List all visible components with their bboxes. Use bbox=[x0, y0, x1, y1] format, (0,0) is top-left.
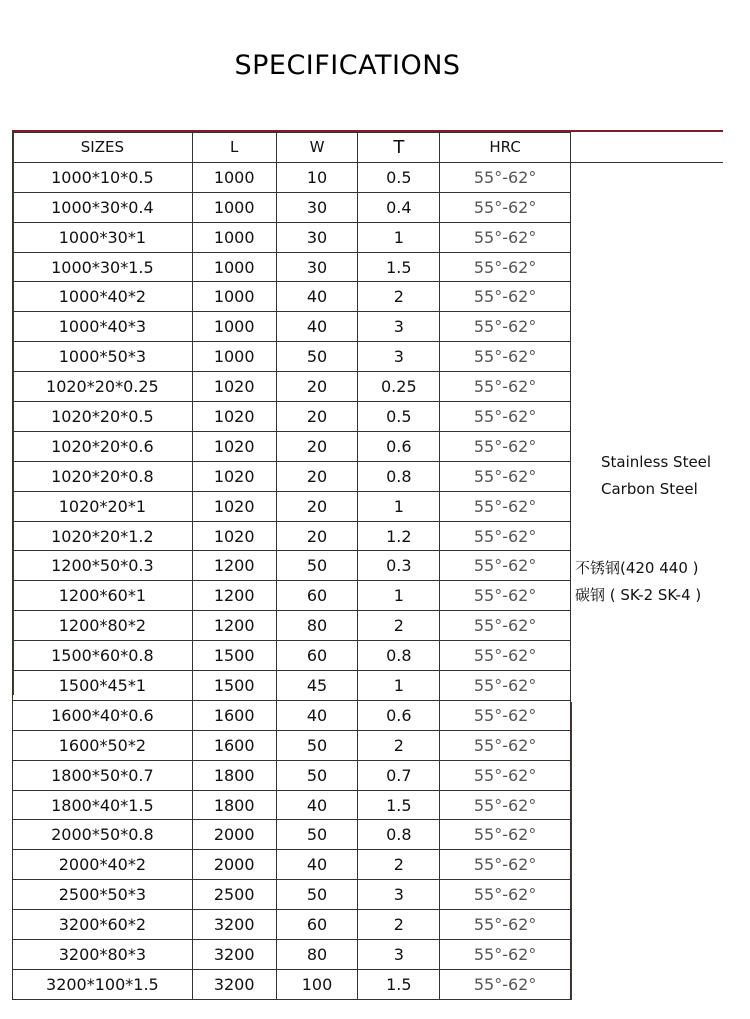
table-row bbox=[13, 162, 724, 192]
cell-w: 50 bbox=[276, 342, 358, 372]
cell-hrc: 55°-62° bbox=[440, 431, 571, 461]
cell-l: 1800 bbox=[192, 760, 276, 790]
material-note bbox=[571, 163, 723, 999]
cell-hrc: 55°-62° bbox=[440, 372, 571, 402]
cell-hrc: 55°-62° bbox=[440, 551, 571, 581]
cell-t: 0.8 bbox=[358, 820, 440, 850]
cell-l: 1000 bbox=[192, 342, 276, 372]
cell-l: 1020 bbox=[192, 521, 276, 551]
cell-hrc: 55°-62° bbox=[440, 850, 571, 880]
cell-t: 3 bbox=[358, 940, 440, 970]
cell-w: 40 bbox=[276, 850, 358, 880]
header-hrc: HRC bbox=[440, 133, 571, 163]
cell-size: 1200*80*2 bbox=[13, 611, 193, 641]
cell-size: 3200*80*3 bbox=[13, 940, 193, 970]
header-w: W bbox=[276, 133, 358, 163]
cell-size: 1000*40*3 bbox=[13, 312, 193, 342]
cell-t: 1.2 bbox=[358, 521, 440, 551]
cell-t: 1.5 bbox=[358, 969, 440, 999]
cell-hrc: 55°-62° bbox=[440, 192, 571, 222]
cell-hrc: 55°-62° bbox=[440, 342, 571, 372]
cell-t: 0.8 bbox=[358, 641, 440, 671]
cell-hrc: 55°-62° bbox=[440, 162, 571, 192]
cell-l: 1020 bbox=[192, 402, 276, 432]
header-sizes: SIZES bbox=[13, 133, 193, 163]
note-stainless-steel: Stainless Steel bbox=[600, 452, 712, 471]
cell-t: 2 bbox=[358, 282, 440, 312]
specifications-table-wrap bbox=[12, 130, 723, 1000]
cell-hrc: 55°-62° bbox=[440, 312, 571, 342]
note-carbon-steel-cn: 碳钢 ( SK-2 SK-4 ) bbox=[574, 585, 702, 604]
cell-hrc: 55°-62° bbox=[440, 671, 571, 701]
cell-hrc: 55°-62° bbox=[440, 282, 571, 312]
cell-w: 20 bbox=[276, 372, 358, 402]
cell-size: 1800*50*0.7 bbox=[13, 760, 193, 790]
cell-t: 1 bbox=[358, 491, 440, 521]
cell-w: 80 bbox=[276, 940, 358, 970]
cell-l: 1020 bbox=[192, 491, 276, 521]
cell-size: 1000*30*0.4 bbox=[13, 192, 193, 222]
cell-l: 1020 bbox=[192, 431, 276, 461]
cell-size: 1000*50*3 bbox=[13, 342, 193, 372]
cell-size: 1600*40*0.6 bbox=[13, 700, 193, 730]
cell-size: 3200*100*1.5 bbox=[13, 969, 193, 999]
cell-size: 1020*20*0.5 bbox=[13, 402, 193, 432]
cell-t: 2 bbox=[358, 730, 440, 760]
cell-w: 100 bbox=[276, 969, 358, 999]
cell-hrc: 55°-62° bbox=[440, 521, 571, 551]
cell-w: 30 bbox=[276, 222, 358, 252]
cell-t: 2 bbox=[358, 850, 440, 880]
cell-l: 1600 bbox=[192, 730, 276, 760]
cell-size: 2000*50*0.8 bbox=[13, 820, 193, 850]
cell-w: 40 bbox=[276, 700, 358, 730]
cell-size: 1800*40*1.5 bbox=[13, 790, 193, 820]
cell-l: 1020 bbox=[192, 372, 276, 402]
cell-w: 20 bbox=[276, 431, 358, 461]
cell-size: 1000*10*0.5 bbox=[13, 162, 193, 192]
cell-l: 2000 bbox=[192, 820, 276, 850]
table-header-row bbox=[13, 133, 724, 163]
cell-size: 1000*30*1 bbox=[13, 222, 193, 252]
cell-size: 1200*60*1 bbox=[13, 581, 193, 611]
cell-size: 1000*30*1.5 bbox=[13, 252, 193, 282]
note-stainless-steel-cn: 不锈钢(420 440 ) bbox=[574, 558, 699, 577]
cell-l: 3200 bbox=[192, 969, 276, 999]
cell-t: 2 bbox=[358, 611, 440, 641]
cell-hrc: 55°-62° bbox=[440, 760, 571, 790]
material-note-english bbox=[601, 449, 711, 503]
cell-hrc: 55°-62° bbox=[440, 700, 571, 730]
cell-t: 3 bbox=[358, 342, 440, 372]
cell-size: 2000*40*2 bbox=[13, 850, 193, 880]
page-title: SPECIFICATIONS bbox=[234, 50, 461, 81]
cell-hrc: 55°-62° bbox=[440, 880, 571, 910]
cell-t: 0.6 bbox=[358, 700, 440, 730]
cell-l: 1200 bbox=[192, 581, 276, 611]
cell-w: 80 bbox=[276, 611, 358, 641]
cell-l: 1500 bbox=[192, 641, 276, 671]
cell-t: 1.5 bbox=[358, 252, 440, 282]
cell-size: 1020*20*0.8 bbox=[13, 461, 193, 491]
cell-t: 1 bbox=[358, 581, 440, 611]
header-l: L bbox=[192, 133, 276, 163]
cell-l: 1000 bbox=[192, 192, 276, 222]
cell-w: 40 bbox=[276, 790, 358, 820]
cell-size: 1500*45*1 bbox=[13, 671, 193, 701]
cell-t: 0.3 bbox=[358, 551, 440, 581]
cell-size: 1020*20*1 bbox=[13, 491, 193, 521]
cell-w: 30 bbox=[276, 192, 358, 222]
cell-w: 60 bbox=[276, 581, 358, 611]
cell-w: 10 bbox=[276, 162, 358, 192]
cell-t: 0.5 bbox=[358, 162, 440, 192]
cell-l: 1200 bbox=[192, 611, 276, 641]
cell-hrc: 55°-62° bbox=[440, 581, 571, 611]
cell-hrc: 55°-62° bbox=[440, 910, 571, 940]
cell-l: 1020 bbox=[192, 461, 276, 491]
cell-l: 1800 bbox=[192, 790, 276, 820]
cell-hrc: 55°-62° bbox=[440, 940, 571, 970]
cell-hrc: 55°-62° bbox=[440, 790, 571, 820]
cell-size: 1000*40*2 bbox=[13, 282, 193, 312]
cell-size: 1020*20*0.6 bbox=[13, 431, 193, 461]
cell-t: 0.8 bbox=[358, 461, 440, 491]
cell-t: 0.25 bbox=[358, 372, 440, 402]
cell-l: 3200 bbox=[192, 910, 276, 940]
cell-hrc: 55°-62° bbox=[440, 491, 571, 521]
cell-size: 1020*20*1.2 bbox=[13, 521, 193, 551]
cell-t: 3 bbox=[358, 312, 440, 342]
cell-l: 1000 bbox=[192, 282, 276, 312]
cell-w: 50 bbox=[276, 730, 358, 760]
cell-l: 3200 bbox=[192, 940, 276, 970]
cell-w: 20 bbox=[276, 461, 358, 491]
cell-l: 2000 bbox=[192, 850, 276, 880]
cell-l: 1200 bbox=[192, 551, 276, 581]
cell-hrc: 55°-62° bbox=[440, 222, 571, 252]
material-note-chinese bbox=[575, 555, 701, 609]
cell-w: 20 bbox=[276, 491, 358, 521]
cell-w: 50 bbox=[276, 880, 358, 910]
cell-size: 1020*20*0.25 bbox=[13, 372, 193, 402]
cell-l: 1500 bbox=[192, 671, 276, 701]
cell-hrc: 55°-62° bbox=[440, 730, 571, 760]
header-blank bbox=[570, 133, 723, 163]
cell-t: 0.6 bbox=[358, 431, 440, 461]
cell-hrc: 55°-62° bbox=[440, 611, 571, 641]
cell-w: 60 bbox=[276, 910, 358, 940]
cell-w: 50 bbox=[276, 820, 358, 850]
cell-w: 30 bbox=[276, 252, 358, 282]
cell-t: 1 bbox=[358, 671, 440, 701]
cell-w: 40 bbox=[276, 312, 358, 342]
material-note-cell bbox=[570, 162, 723, 999]
cell-size: 1600*50*2 bbox=[13, 730, 193, 760]
cell-hrc: 55°-62° bbox=[440, 461, 571, 491]
cell-t: 0.7 bbox=[358, 760, 440, 790]
header-t: T bbox=[358, 133, 440, 163]
cell-hrc: 55°-62° bbox=[440, 641, 571, 671]
cell-l: 1600 bbox=[192, 700, 276, 730]
cell-l: 1000 bbox=[192, 162, 276, 192]
cell-size: 1200*50*0.3 bbox=[13, 551, 193, 581]
cell-hrc: 55°-62° bbox=[440, 252, 571, 282]
table-body bbox=[13, 162, 724, 999]
cell-w: 45 bbox=[276, 671, 358, 701]
cell-w: 50 bbox=[276, 551, 358, 581]
cell-hrc: 55°-62° bbox=[440, 402, 571, 432]
cell-t: 1.5 bbox=[358, 790, 440, 820]
cell-w: 40 bbox=[276, 282, 358, 312]
cell-t: 2 bbox=[358, 910, 440, 940]
cell-l: 1000 bbox=[192, 312, 276, 342]
cell-t: 3 bbox=[358, 880, 440, 910]
cell-l: 2500 bbox=[192, 880, 276, 910]
cell-t: 0.5 bbox=[358, 402, 440, 432]
note-carbon-steel: Carbon Steel bbox=[600, 479, 698, 498]
specifications-table bbox=[12, 132, 723, 1000]
cell-size: 1500*60*0.8 bbox=[13, 641, 193, 671]
cell-t: 1 bbox=[358, 222, 440, 252]
cell-l: 1000 bbox=[192, 222, 276, 252]
cell-l: 1000 bbox=[192, 252, 276, 282]
cell-w: 50 bbox=[276, 760, 358, 790]
cell-w: 60 bbox=[276, 641, 358, 671]
cell-hrc: 55°-62° bbox=[440, 820, 571, 850]
cell-w: 20 bbox=[276, 402, 358, 432]
cell-size: 3200*60*2 bbox=[13, 910, 193, 940]
cell-hrc: 55°-62° bbox=[440, 969, 571, 999]
cell-t: 0.4 bbox=[358, 192, 440, 222]
cell-size: 2500*50*3 bbox=[13, 880, 193, 910]
cell-w: 20 bbox=[276, 521, 358, 551]
